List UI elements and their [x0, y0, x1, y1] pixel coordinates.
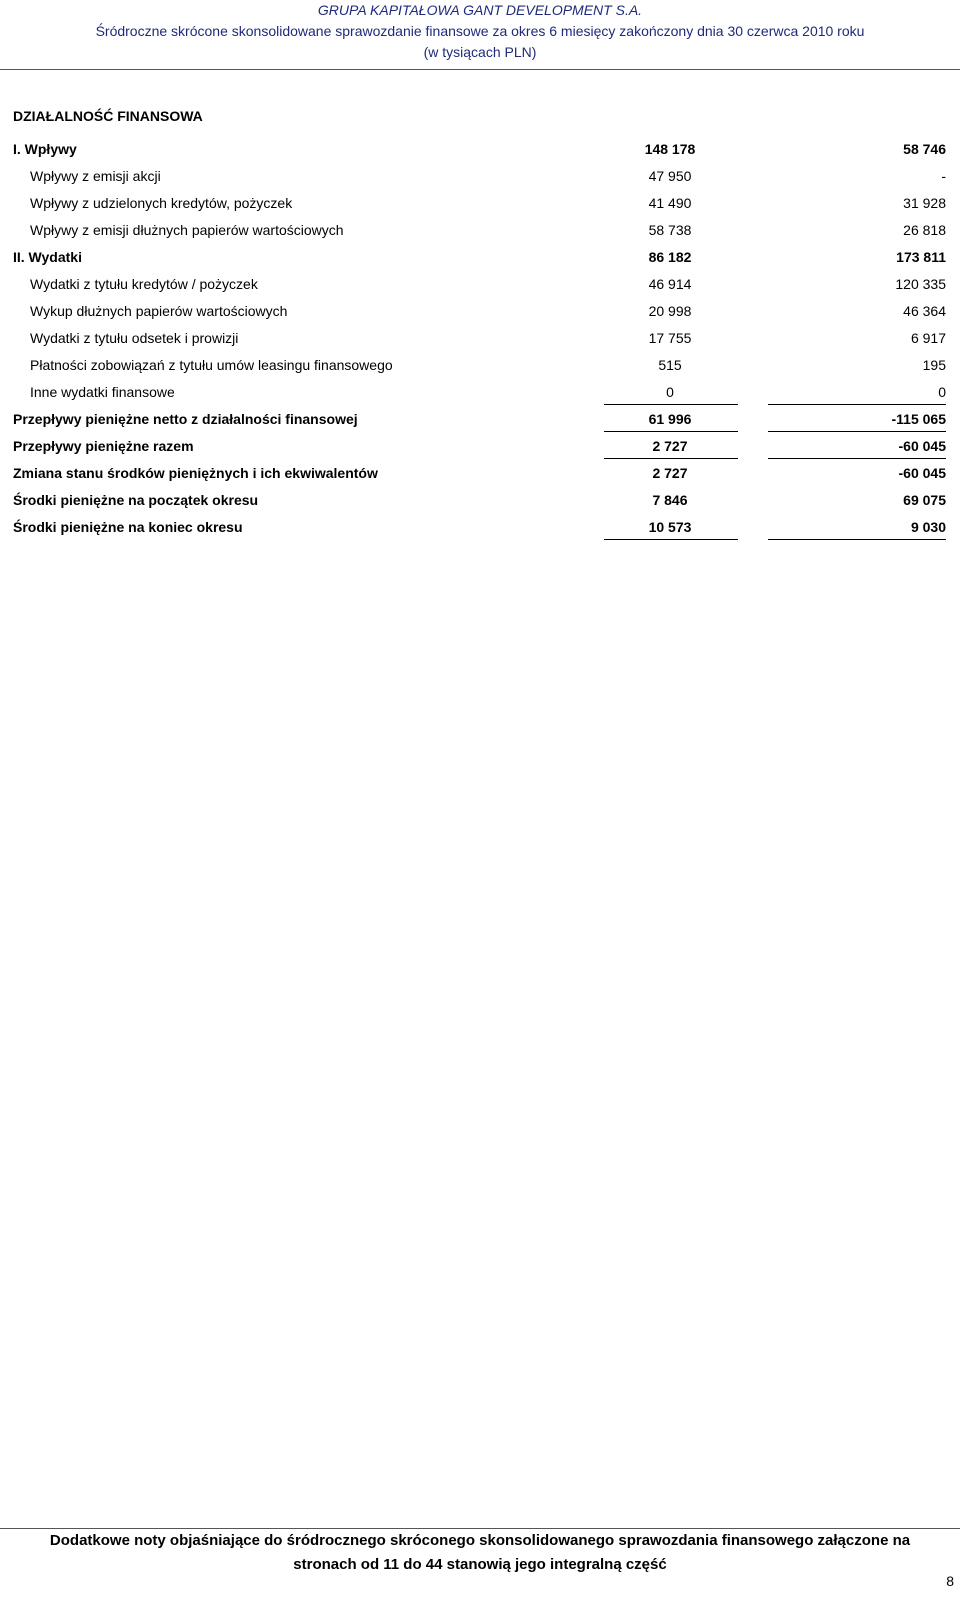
value-previous: 46 364 — [903, 303, 946, 319]
table-row — [0, 136, 960, 163]
underline-rule — [768, 539, 946, 540]
table-row — [0, 460, 960, 487]
row-label: Środki pieniężne na koniec okresu — [13, 519, 243, 535]
row-label: Zmiana stanu środków pieniężnych i ich ekwiwalentów — [13, 465, 378, 481]
value-current: 20 998 — [648, 303, 692, 319]
value-current: 2 727 — [652, 465, 688, 481]
row-label: Wpływy z udzielonych kredytów, pożyczek — [30, 195, 293, 211]
value-current: 46 914 — [648, 276, 692, 292]
table-row — [0, 433, 960, 460]
table-row — [0, 406, 960, 433]
report-title: Śródroczne skrócone skonsolidowane sprawozdanie finansowe za okres 6 miesięcy zakończony dnia 30 czerwca 2010 roku — [95, 23, 865, 39]
row-label: Środki pieniężne na początek okresu — [13, 492, 259, 508]
row-label: Przepływy pieniężne razem — [13, 438, 194, 454]
value-current: 58 738 — [648, 222, 692, 238]
underline-rule — [768, 458, 946, 459]
row-label: Wpływy z emisji dłużnych papierów wartościowych — [30, 222, 344, 238]
row-label: Inne wydatki finansowe — [30, 384, 175, 400]
page-footer — [0, 1529, 960, 1577]
table-row — [0, 163, 960, 190]
value-previous: -115 065 — [891, 411, 946, 427]
section-title: DZIAŁALNOŚĆ FINANSOWA — [13, 108, 203, 124]
company-name: GRUPA KAPITAŁOWA GANT DEVELOPMENT S.A. — [317, 2, 643, 18]
value-previous: -60 045 — [898, 465, 946, 481]
value-current: 41 490 — [648, 195, 692, 211]
underline-rule — [604, 539, 738, 540]
footer-note-line2: stronach od 11 do 44 stanowią jego integralną część — [293, 1556, 667, 1573]
row-label: I. Wpływy — [13, 141, 77, 157]
value-current: 0 — [666, 384, 674, 400]
header-divider — [0, 69, 960, 70]
value-previous: 58 746 — [903, 141, 946, 157]
value-current: 61 996 — [648, 411, 692, 427]
cash-flow-table — [0, 136, 960, 541]
value-previous: 6 917 — [910, 330, 946, 346]
value-current: 86 182 — [648, 249, 692, 265]
value-previous: 195 — [922, 357, 946, 373]
value-previous: -60 045 — [898, 438, 946, 454]
row-label: Płatności zobowiązań z tytułu umów leasingu finansowego — [30, 357, 393, 373]
value-previous: 31 928 — [903, 195, 946, 211]
value-current: 2 727 — [652, 438, 688, 454]
table-row — [0, 190, 960, 217]
table-row — [0, 244, 960, 271]
row-label: Wykup dłużnych papierów wartościowych — [30, 303, 288, 319]
row-label: Przepływy pieniężne netto z działalności finansowej — [13, 411, 358, 427]
underline-rule — [768, 404, 946, 405]
page-header — [0, 0, 960, 63]
row-label: Wydatki z tytułu kredytów / pożyczek — [30, 276, 258, 292]
table-row — [0, 325, 960, 352]
value-current: 148 178 — [644, 141, 696, 157]
value-previous: 120 335 — [895, 276, 946, 292]
page-number: 8 — [946, 1573, 954, 1589]
underline-rule — [604, 404, 738, 405]
underline-rule — [604, 431, 738, 432]
value-previous: 69 075 — [903, 492, 946, 508]
underline-rule — [768, 431, 946, 432]
footer-note-line1: Dodatkowe noty objaśniające do śródrocznego skróconego skonsolidowanego sprawozdania finansowego załączone na — [49, 1532, 911, 1549]
row-label: Wydatki z tytułu odsetek i prowizji — [30, 330, 239, 346]
value-previous: 173 811 — [896, 249, 946, 265]
row-label: II. Wydatki — [13, 249, 82, 265]
table-row — [0, 379, 960, 406]
underline-rule — [604, 458, 738, 459]
row-label: Wpływy z emisji akcji — [30, 168, 161, 184]
units-note: (w tysiącach PLN) — [423, 44, 537, 60]
value-current: 47 950 — [648, 168, 692, 184]
table-row — [0, 514, 960, 541]
table-row — [0, 298, 960, 325]
table-row — [0, 271, 960, 298]
value-current: 10 573 — [648, 519, 692, 535]
value-previous: 0 — [938, 384, 946, 400]
table-row — [0, 487, 960, 514]
table-row — [0, 352, 960, 379]
value-previous: 26 818 — [903, 222, 946, 238]
table-row — [0, 217, 960, 244]
value-previous: 9 030 — [910, 519, 946, 535]
value-current: 7 846 — [652, 492, 688, 508]
value-previous: - — [941, 168, 946, 184]
value-current: 17 755 — [648, 330, 692, 346]
value-current: 515 — [658, 357, 682, 373]
